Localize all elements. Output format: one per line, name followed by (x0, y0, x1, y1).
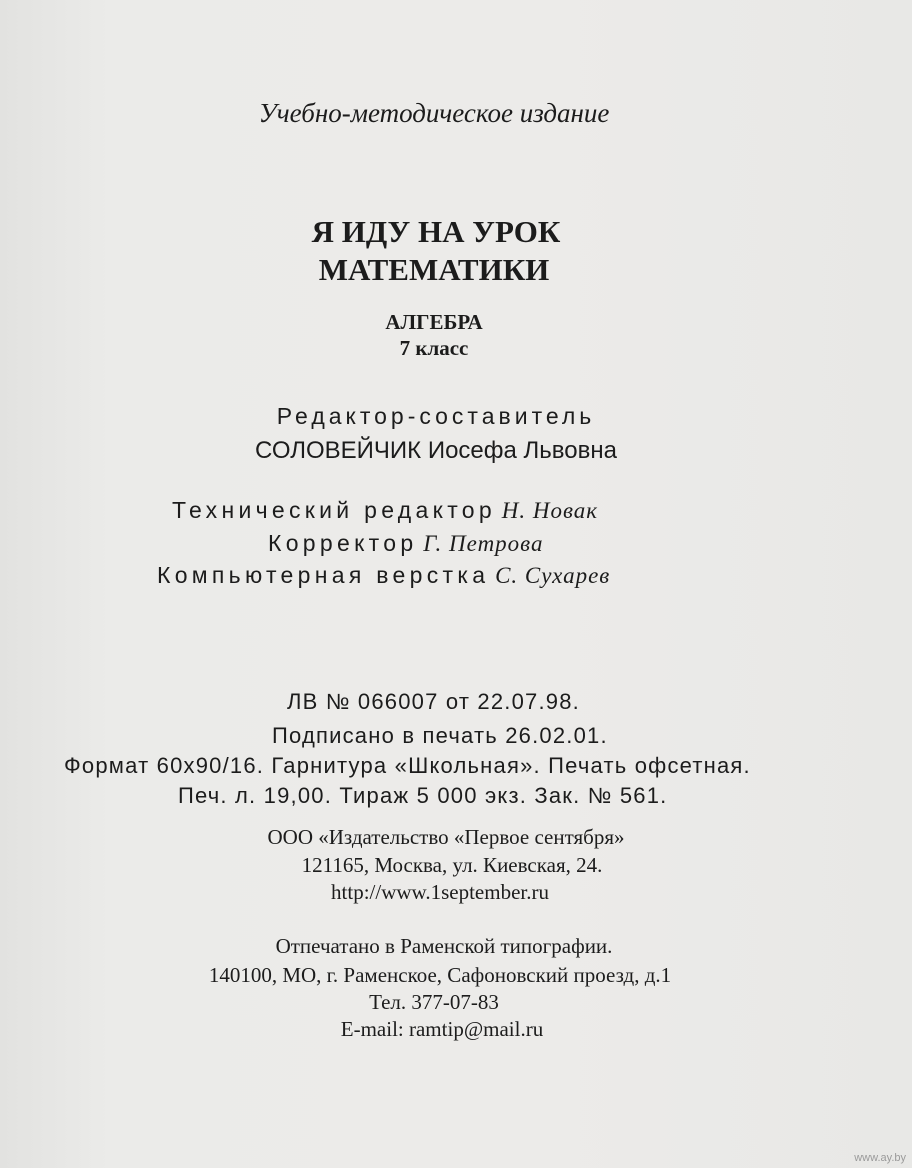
compiler-name: СОЛОВЕЙЧИК Иосефа Львовна (255, 437, 617, 464)
print-run-info: Печ. л. 19,00. Тираж 5 000 экз. Зак. № 561. (178, 783, 668, 808)
credit-role: Компьютерная верстка (157, 562, 490, 588)
publisher-url: http://www.1september.ru (331, 880, 549, 904)
book-title-line-1: Я ИДУ НА УРОК (311, 214, 561, 249)
credit-person: С. Сухарев (495, 563, 611, 588)
credit-person: Н. Новак (501, 498, 599, 523)
credit-layout (157, 562, 610, 589)
subject: АЛГЕБРА (385, 310, 483, 334)
format-info: Формат 60х90/16. Гарнитура «Школьная». Печать офсетная. (64, 753, 751, 778)
credit-role: Корректор (268, 530, 418, 556)
grade: 7 класс (399, 336, 469, 360)
printer-address: 140100, МО, г. Раменское, Сафоновский проезд, д.1 (208, 963, 672, 987)
credit-person: Г. Петрова (423, 531, 544, 556)
printer-phone: Тел. 377-07-83 (369, 990, 499, 1014)
credit-proofreader (268, 530, 544, 557)
license-number: ЛВ № 066007 от 22.07.98. (287, 689, 580, 714)
book-title-line-2: МАТЕМАТИКИ (318, 252, 550, 287)
signed-to-print: Подписано в печать 26.02.01. (272, 723, 608, 748)
printer-email: E-mail: ramtip@mail.ru (340, 1017, 544, 1041)
publisher-name: ООО «Издательство «Первое сентября» (267, 825, 625, 849)
publisher-address: 121165, Москва, ул. Киевская, 24. (301, 853, 603, 877)
credit-role: Технический редактор (172, 497, 496, 523)
edition-type: Учебно-методическое издание (258, 98, 610, 128)
site-watermark: www.ay.by (854, 1152, 906, 1164)
compiler-role: Редактор-составитель (276, 403, 596, 429)
credit-technical-editor (172, 497, 598, 524)
printer-name: Отпечатано в Раменской типографии. (275, 934, 613, 958)
